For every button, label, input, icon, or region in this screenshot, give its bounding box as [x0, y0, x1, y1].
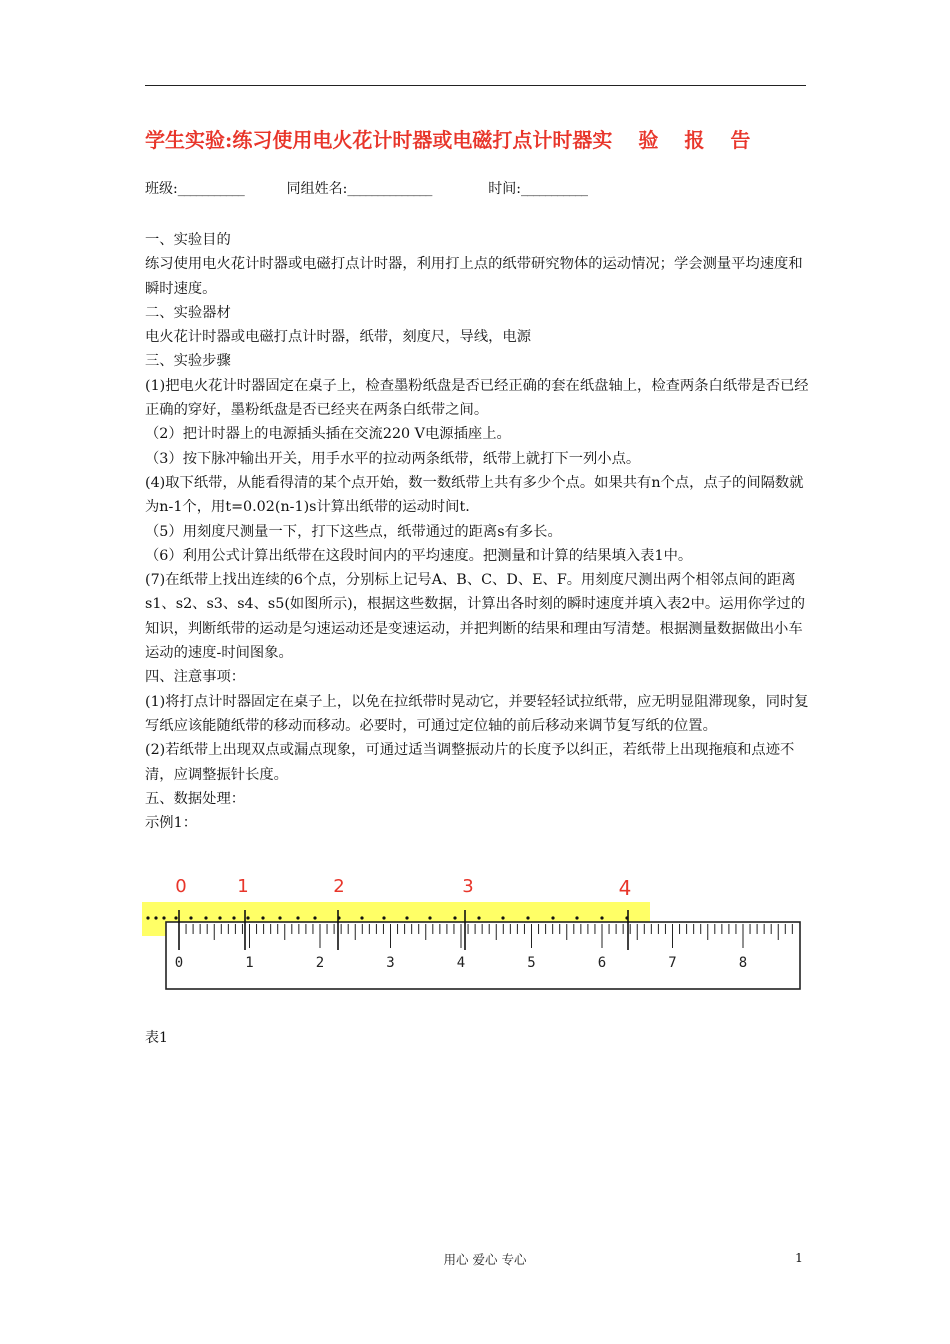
point-label: 4 — [618, 876, 632, 900]
section-heading: 五、数据处理： — [145, 790, 246, 807]
tape-dot — [162, 916, 165, 919]
section-heading: 三、实验步骤 — [145, 353, 231, 370]
ruler-number: 5 — [527, 955, 536, 971]
tape-dot — [501, 916, 504, 919]
tape-dot — [526, 916, 529, 919]
page-footer: 用心 爱心 专心 — [443, 1252, 527, 1267]
step-paragraph: (7)在纸带上找出连续的6个点，分别标上记号A、B、C、D、E、F。用刻度尺测出两个相邻点间的距离s1、s2、s3、s4、s5(如图所示)，根据这些数据，计算出各时刻的瞬时速度并填入表2中。运用你学过的知识，判断纸带的运动是匀速运动还是变速运动，并把判断的结果和理由写清楚。根据测量数据做出小车运动的速度-时间图象。 — [145, 572, 805, 662]
step-paragraph: (1)把电火花计时器固定在桌子上，检查墨粉纸盘是否已经正确的套在纸盘轴上，检查两条白纸带是否已经正确的穿好，墨粉纸盘是否已经夹在两条白纸带之间。 — [145, 377, 809, 419]
paragraph: 电火花计时器或电磁打点计时器，纸带，刻度尺，导线，电源 — [145, 329, 532, 346]
tape-dot — [154, 916, 157, 919]
group-label: 同组姓名: — [286, 181, 348, 197]
point-label: 0 — [175, 876, 187, 897]
tape-ruler-figure — [140, 872, 806, 994]
ruler-number: 6 — [597, 955, 607, 971]
tape-dot — [382, 916, 385, 919]
point-label: 3 — [462, 876, 474, 897]
tape-dot — [477, 916, 480, 919]
group-blank: ______________ — [347, 181, 432, 197]
title-char-3: 告 — [730, 128, 751, 152]
tape-dot — [246, 916, 249, 919]
tape-dot — [360, 916, 363, 919]
tape-dot — [232, 916, 235, 919]
ruler-number: 1 — [245, 955, 254, 971]
class-blank: ___________ — [177, 181, 244, 197]
tape-dot — [174, 916, 177, 919]
ruler-number: 4 — [456, 955, 466, 971]
ruler-number: 8 — [738, 955, 748, 971]
point-labels — [175, 876, 631, 900]
step-paragraph: （3）按下脉冲输出开关，用手水平的拉动两条纸带，纸带上就打下一列小点。 — [145, 450, 641, 467]
ruler-number: 3 — [386, 955, 395, 971]
ruler-number: 7 — [668, 955, 677, 971]
example-label: 示例1： — [145, 815, 197, 832]
tape-dot — [405, 916, 408, 919]
tape-dot — [453, 916, 456, 919]
point-label: 2 — [333, 876, 345, 897]
note-paragraph: (1)将打点计时器固定在桌子上，以免在拉纸带时晃动它，并要轻轻试拉纸带，应无明显阻滞现象，同时复写纸应该能随纸带的移动而移动。必要时，可通过定位轴的前后移动来调节复写纸的位置。 — [145, 693, 809, 734]
section-heading: 一、实验目的 — [145, 232, 231, 248]
tape-dot — [146, 916, 149, 919]
title-main: 学生实验:练习使用电火花计时器或电磁打点计时器实 — [145, 128, 613, 152]
info-line — [145, 178, 806, 198]
tape-dot — [428, 916, 431, 919]
tape-dot — [551, 916, 554, 919]
section-heading: 二、实验器材 — [145, 304, 231, 321]
class-label: 班级: — [145, 181, 178, 197]
time-label: 时间: — [488, 181, 521, 197]
table-caption: 表1 — [145, 1030, 168, 1046]
tape-dot — [313, 916, 316, 919]
step-paragraph: （2）把计时器上的电源插头插在交流220 V电源插座上。 — [145, 426, 511, 443]
step-paragraph: （6）利用公式计算出纸带在这段时间内的平均速度。把测量和计算的结果填入表1中。 — [145, 547, 693, 564]
note-paragraph: (2)若纸带上出现双点或漏点现象，可通过适当调整振动片的长度予以纠正，若纸带上出现拖痕和点迹不清，应调整振针长度。 — [145, 742, 795, 783]
title-char-2: 报 — [684, 128, 705, 152]
tape-dot — [600, 916, 603, 919]
title-char-1: 验 — [638, 128, 659, 152]
tape-dot — [261, 916, 264, 919]
tape-dot — [218, 916, 221, 919]
document-title — [145, 124, 815, 153]
time-blank: ___________ — [520, 181, 587, 197]
step-paragraph: (4)取下纸带，从能看得清的某个点开始，数一数纸带上共有多少个点。如果共有n个点，点子的间隔数就为n-1个，用t=0.02(n-1)s计算出纸带的运动时间t. — [145, 474, 804, 516]
ruler-body — [166, 922, 800, 989]
point-label: 1 — [237, 876, 249, 897]
tape-dot — [204, 916, 207, 919]
section-heading: 四、注意事项： — [145, 669, 246, 686]
body-text — [145, 228, 810, 835]
ruler-diagram — [140, 872, 806, 994]
tape-dot — [296, 916, 299, 919]
tape-dot — [278, 916, 281, 919]
step-paragraph: （5）用刻度尺测量一下，打下这些点，纸带通过的距离s有多长。 — [145, 523, 562, 540]
ruler-number: 0 — [174, 955, 184, 971]
ruler-number: 2 — [315, 955, 325, 971]
tape-dot — [189, 916, 192, 919]
tape-dot — [575, 916, 578, 919]
page-number: 1 — [795, 1250, 803, 1265]
header-rule — [145, 85, 806, 86]
paragraph: 练习使用电火花计时器或电磁打点计时器，利用打上点的纸带研究物体的运动情况；学会测量平均速度和瞬时速度。 — [145, 256, 803, 297]
